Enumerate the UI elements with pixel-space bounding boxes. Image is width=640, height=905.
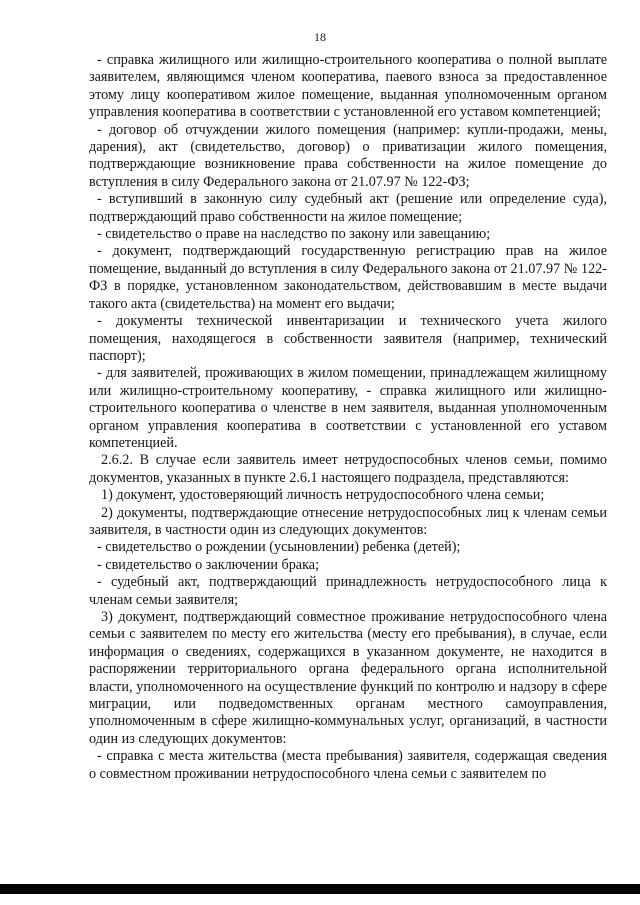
paragraph: - для заявителей, проживающих в жилом помещении, принадлежащем жилищному или жилищно-строительному кооперативу, - справка жилищного или жилищно-строительного кооператива о членстве в нем заявителя, выданная уполномоченным органом управления кооператива в соответствии с установленной его уставом компетенцией.: [89, 365, 607, 451]
paragraph: - свидетельство о рождении (усыновлении) ребенка (детей);: [97, 539, 461, 556]
scan-edge-bar: [0, 884, 640, 894]
paragraph: - документы технической инвентаризации и технического учета жилого помещения, находящегося в собственности заявителя (например, технический паспорт);: [89, 313, 607, 364]
paragraph: - свидетельство о праве на наследство по закону или завещанию;: [97, 226, 491, 243]
paragraph: 2.6.2. В случае если заявитель имеет нетрудоспособных членов семьи, помимо документов, указанных в пункте 2.6.1 настоящего подраздела, представляются:: [89, 452, 607, 486]
paragraph: - судебный акт, подтверждающий принадлежность нетрудоспособного лица к членам семьи заявителя;: [89, 574, 607, 608]
document-body: [89, 52, 607, 783]
paragraph: - вступивший в законную силу судебный акт (решение или определение суда), подтверждающий право собственности на жилое помещение;: [89, 191, 607, 225]
paragraph: - договор об отчуждении жилого помещения (например: купли-продажи, мены, дарения), акт (свидетельство, договор) о приватизации жилого помещения, подтверждающие возникновение права собственности на жилое помещение до вступления в силу Федерального закона от 21.07.97 № 122-ФЗ;: [89, 121, 607, 190]
paragraph: 1) документ, удостоверяющий личность нетрудоспособного члена семьи;: [101, 487, 545, 504]
paragraph: - документ, подтверждающий государственную регистрацию прав на жилое помещение, выданный до вступления в силу Федерального закона от 21.07.97 № 122-ФЗ в порядке, установленном законодательством, действовавшим в месте выдачи такого акта (свидетельства) на момент его выдачи;: [89, 243, 607, 312]
paragraph: - свидетельство о заключении брака;: [97, 556, 320, 573]
paragraph: - справка жилищного или жилищно-строительного кооператива о полной выплате заявителем, являющимся членом кооператива, паевого взноса за предоставленное этому лицу кооперативом жилое помещение, выданная уполномоченным органом управления кооператива в соответствии с установленной его уставом компетенцией;: [89, 52, 607, 121]
paragraph: 3) документ, подтверждающий совместное проживание нетрудоспособного члена семьи с заявителем по месту его жительства (месту его пребывания), в случае, если информация о сведениях, содержащихся в указанном документе, не находится в распоряжении территориального органа федерального органа исполнительной власти, уполномоченного на осуществление функций по контролю и надзору в сфере миграции, или подведомственных органам местного самоуправления, уполномоченным в сфере жилищно-коммунальных услуг, организаций, в частности один из следующих документов:: [89, 609, 607, 747]
paragraph: 2) документы, подтверждающие отнесение нетрудоспособных лиц к членам семьи заявителя, в частности один из следующих документов:: [89, 504, 607, 538]
paragraph: - справка с места жительства (места пребывания) заявителя, содержащая сведения о совместном проживании нетрудоспособного члена семьи с заявителем по: [89, 748, 607, 782]
page-number: 18: [314, 30, 326, 44]
